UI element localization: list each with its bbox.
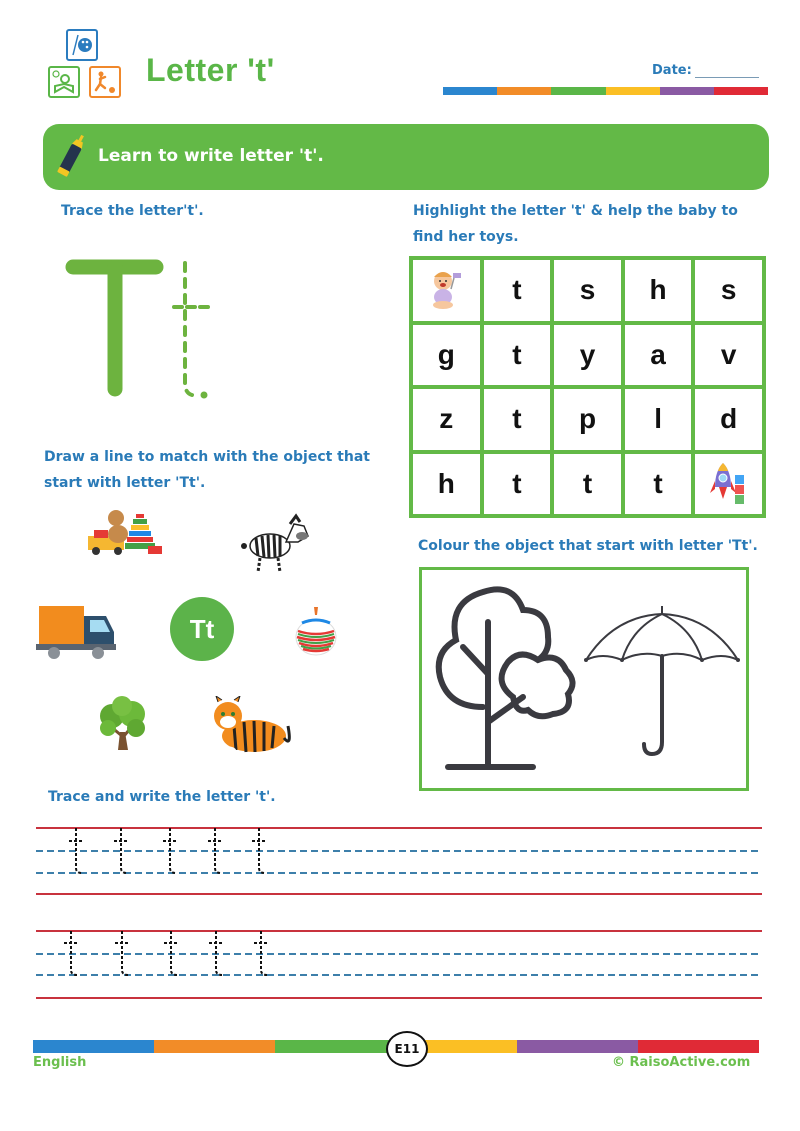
handwriting-lines[interactable] <box>36 820 766 1010</box>
tree-image[interactable] <box>96 696 150 754</box>
write-heading: Trace and write the letter 't'. <box>48 789 276 805</box>
tiger-image[interactable] <box>204 696 294 758</box>
grid-cell[interactable]: a <box>625 325 692 386</box>
reading-child-icon <box>48 66 80 98</box>
maze-heading-line2: find her toys. <box>413 229 519 245</box>
playing-child-icon <box>89 66 121 98</box>
grid-cell[interactable]: t <box>484 454 551 515</box>
match-heading-line2: start with letter 'Tt'. <box>44 475 206 491</box>
letter-maze-grid <box>409 256 766 518</box>
grid-cell[interactable]: h <box>413 454 480 515</box>
tree-outline-image[interactable] <box>428 582 578 776</box>
solid-letter-T <box>73 267 156 389</box>
date-input-line[interactable] <box>695 77 759 78</box>
writing-row-1 <box>36 828 762 894</box>
maze-heading-line1: Highlight the letter 't' & help the baby to <box>413 203 738 219</box>
grid-cell[interactable]: t <box>484 389 551 450</box>
trace-letter-area[interactable] <box>60 255 220 405</box>
baby-icon <box>413 260 480 321</box>
colour-heading: Colour the object that start with letter 'Tt'. <box>418 538 758 554</box>
subject-label: English <box>33 1055 87 1070</box>
grid-cell[interactable]: z <box>413 389 480 450</box>
grid-cell[interactable]: p <box>554 389 621 450</box>
zebra-image[interactable] <box>238 512 314 578</box>
match-heading-line1: Draw a line to match with the object that <box>44 449 370 465</box>
spinning-top-image[interactable] <box>294 605 338 661</box>
tt-center-badge[interactable]: Tt <box>170 597 234 661</box>
umbrella-outline-image[interactable] <box>584 604 744 756</box>
toys-rocket-icon <box>695 454 762 515</box>
toys-image[interactable] <box>86 508 164 558</box>
grid-cell[interactable]: v <box>695 325 762 386</box>
banner-text: Learn to write letter 't'. <box>98 146 324 166</box>
marker-pen-icon <box>56 132 92 182</box>
copyright-label: © RaisoActive.com <box>612 1055 751 1070</box>
grid-cell[interactable]: t <box>484 260 551 321</box>
writing-row-2 <box>36 931 762 998</box>
grid-cell[interactable]: y <box>554 325 621 386</box>
grid-cell[interactable]: h <box>625 260 692 321</box>
palette-icon <box>66 29 98 61</box>
date-label: Date: <box>652 63 692 78</box>
grid-cell[interactable]: t <box>484 325 551 386</box>
grid-cell[interactable]: t <box>625 454 692 515</box>
grid-cell[interactable]: s <box>554 260 621 321</box>
grid-cell[interactable]: t <box>554 454 621 515</box>
truck-image[interactable] <box>36 604 118 660</box>
trace-heading: Trace the letter't'. <box>61 203 204 219</box>
grid-cell[interactable]: d <box>695 389 762 450</box>
header-color-stripe <box>443 87 768 95</box>
grid-cell[interactable]: g <box>413 325 480 386</box>
dotted-letter-t <box>174 263 208 397</box>
grid-cell[interactable]: l <box>625 389 692 450</box>
page-title: Letter 't' <box>146 52 275 88</box>
page-code-badge: E11 <box>386 1031 428 1067</box>
grid-cell[interactable]: s <box>695 260 762 321</box>
